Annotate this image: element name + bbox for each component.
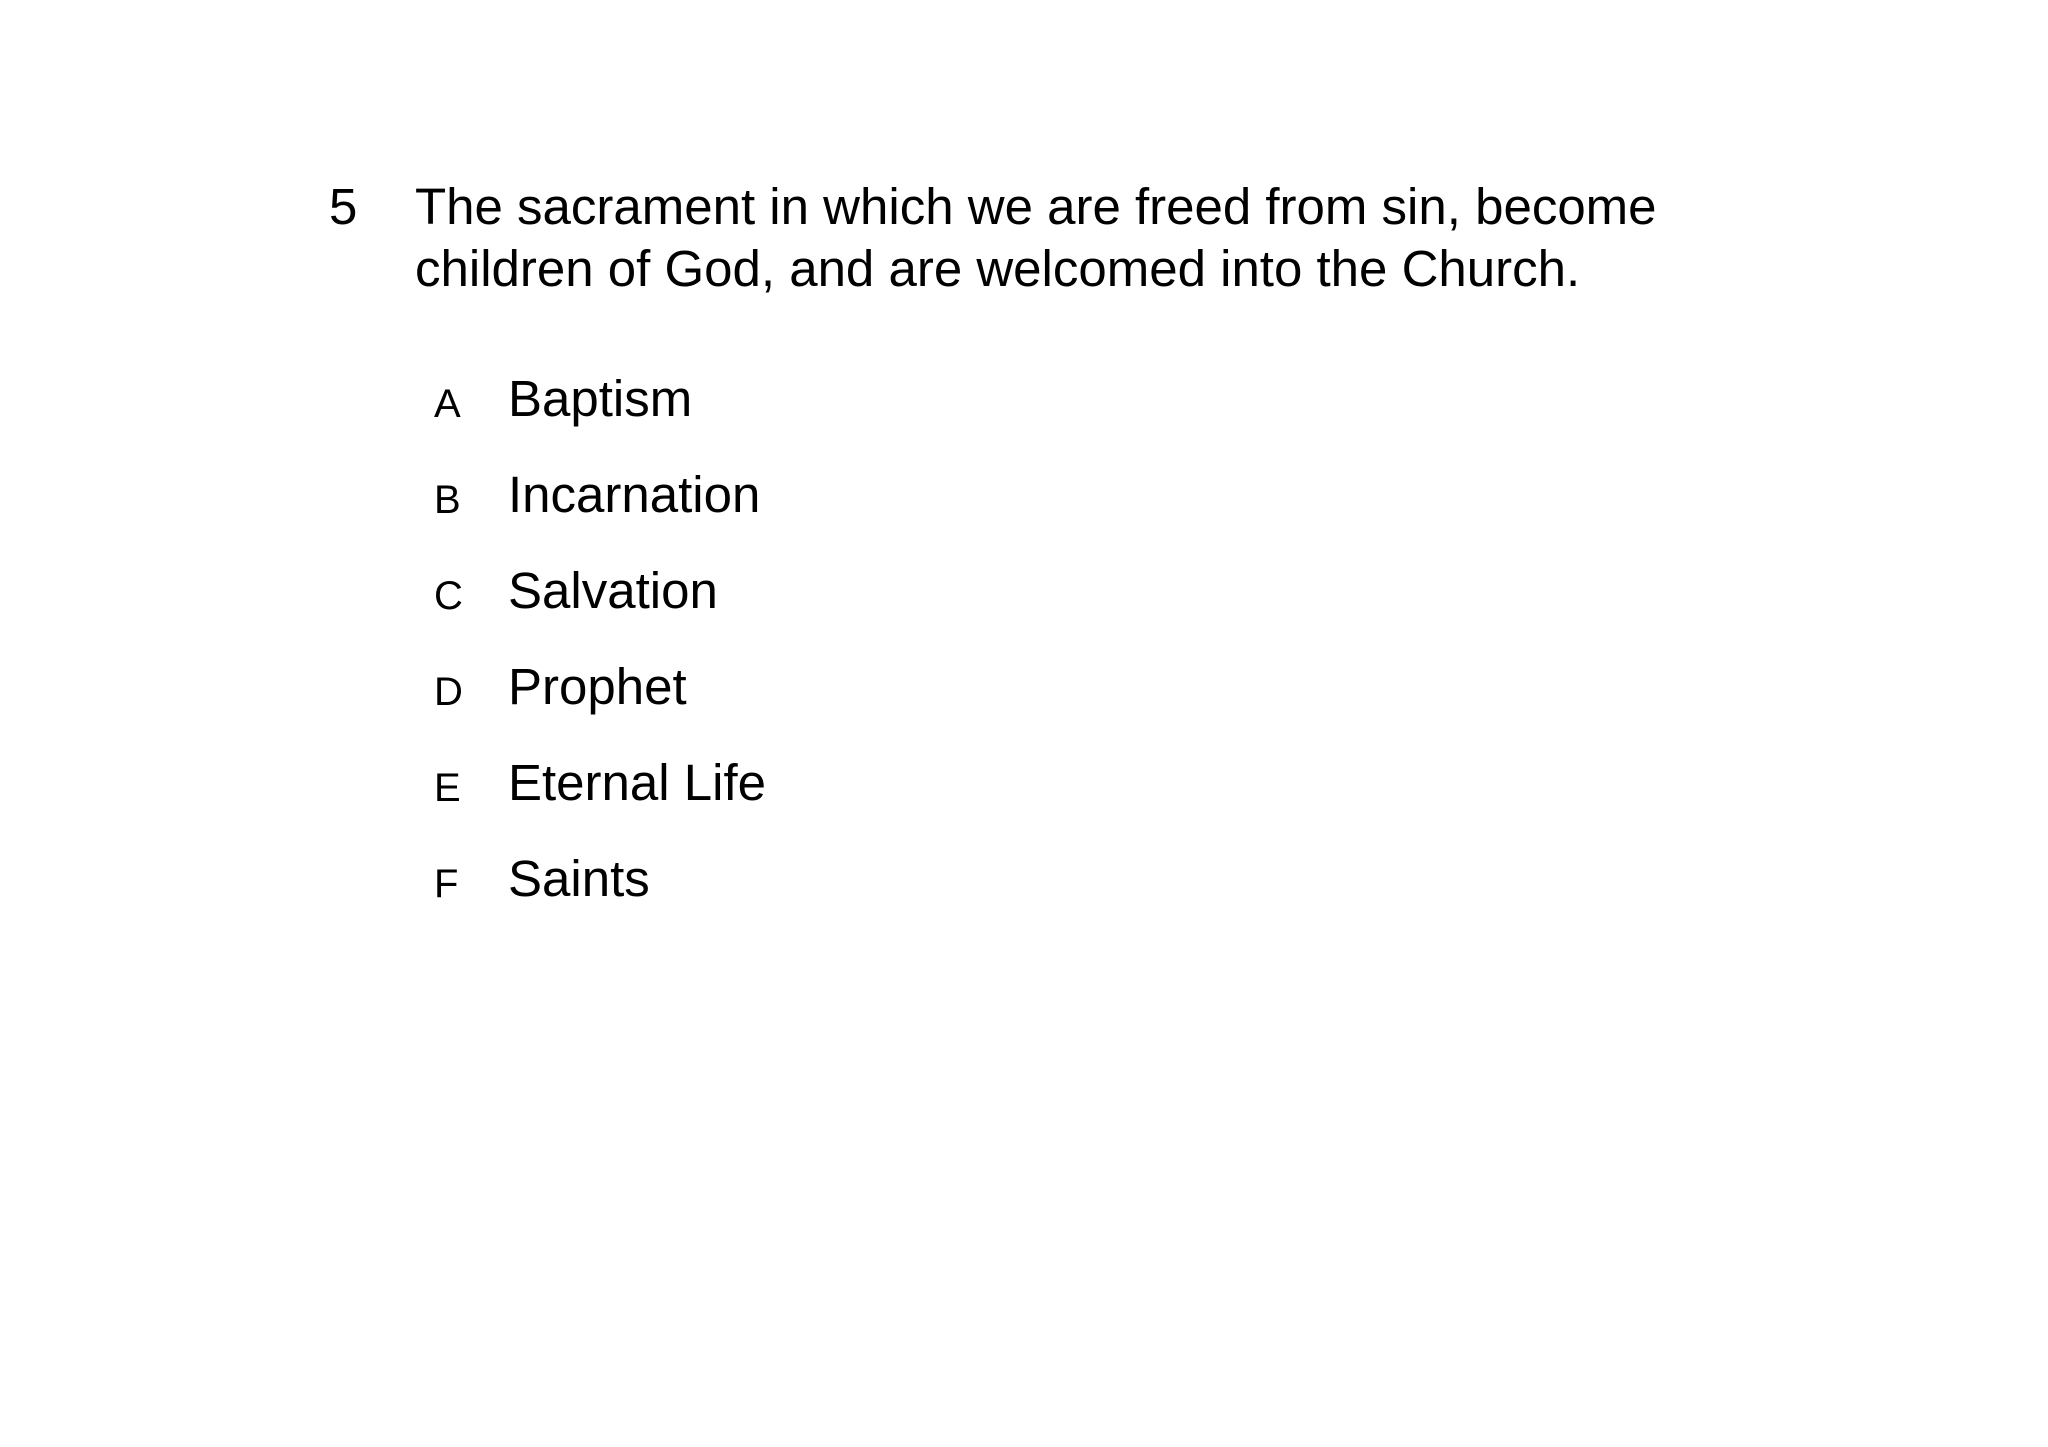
option-letter: D bbox=[434, 670, 463, 714]
option-d bbox=[434, 656, 1234, 752]
option-a bbox=[434, 368, 1234, 464]
option-text: Baptism bbox=[508, 370, 693, 427]
option-e bbox=[434, 752, 1234, 848]
question-text-line: children of God, and are welcomed into the Church. bbox=[415, 240, 1581, 297]
question-text bbox=[415, 176, 1815, 300]
option-f bbox=[434, 848, 1234, 944]
option-text: Incarnation bbox=[508, 466, 761, 523]
option-letter: B bbox=[434, 478, 461, 522]
option-b bbox=[434, 464, 1234, 560]
option-text: Prophet bbox=[508, 658, 687, 715]
option-c bbox=[434, 560, 1234, 656]
option-letter: F bbox=[434, 862, 459, 906]
option-text: Eternal Life bbox=[508, 754, 766, 811]
question-text-line: The sacrament in which we are freed from sin, become bbox=[415, 178, 1657, 235]
option-text: Salvation bbox=[508, 562, 718, 619]
answer-options bbox=[434, 368, 1234, 944]
option-text: Saints bbox=[508, 850, 650, 907]
option-letter: E bbox=[434, 766, 461, 810]
option-letter: C bbox=[434, 574, 463, 618]
option-letter: A bbox=[434, 382, 461, 426]
question-number: 5 bbox=[329, 178, 358, 235]
